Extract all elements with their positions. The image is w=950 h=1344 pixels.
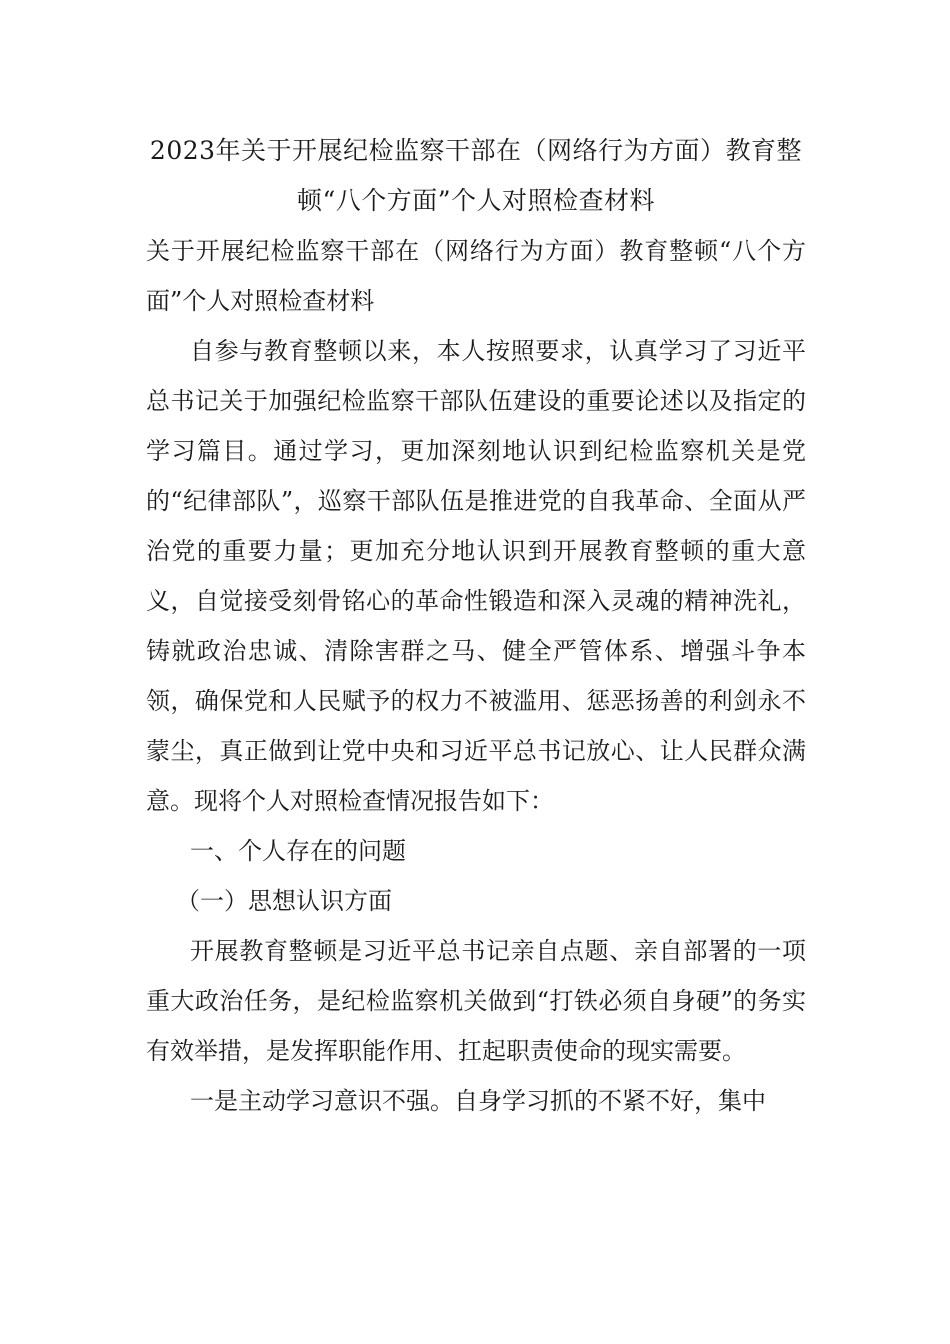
intro-paragraph: 自参与教育整顿以来，本人按照要求，认真学习了习近平总书记关于加强纪检监察干部队伍建设的重要论述以及指定的学习篇目。通过学习，更加深刻地认识到纪检监察机关是党的“纪律部队”，巡察干部队伍是推进党的自我革命、全面从严治党的重要力量；更加充分地认识到开展教育整顿的重大意义，自觉接受刻骨铭心的革命性锻造和深入灵魂的精神洗礼，铸就政治忠诚、清除害群之马、健全严管体系、增强斗争本领，确保党和人民赋予的权力不被滥用、惩恶扬善的利剑永不蒙尘，真正做到让党中央和习近平总书记放心、让人民群众满意。现将个人对照检查情况报告如下： bbox=[146, 337, 806, 815]
title-line-1: 2023年关于开展纪检监察干部在（网络行为方面）教育整 bbox=[149, 136, 803, 165]
document-content bbox=[146, 126, 806, 1126]
subsection-heading: （一）思想认识方面 bbox=[176, 887, 392, 915]
document-subtitle: 关于开展纪检监察干部在（网络行为方面）教育整顿“八个方面”个人对照检查材料 bbox=[146, 237, 806, 315]
paragraph-3: 一是主动学习意识不强。自身学习抓的不紧不好，集中 bbox=[190, 1087, 766, 1115]
section-heading: 一、个人存在的问题 bbox=[190, 837, 406, 865]
paragraph-2: 开展教育整顿是习近平总书记亲自点题、亲自部署的一项重大政治任务，是纪检监察机关做到“打铁必须自身硬”的务实有效举措，是发挥职能作用、扛起职责使命的现实需要。 bbox=[146, 937, 806, 1065]
title-line-2: 顿“八个方面”个人对照检查材料 bbox=[296, 186, 656, 215]
document-title bbox=[146, 126, 806, 226]
